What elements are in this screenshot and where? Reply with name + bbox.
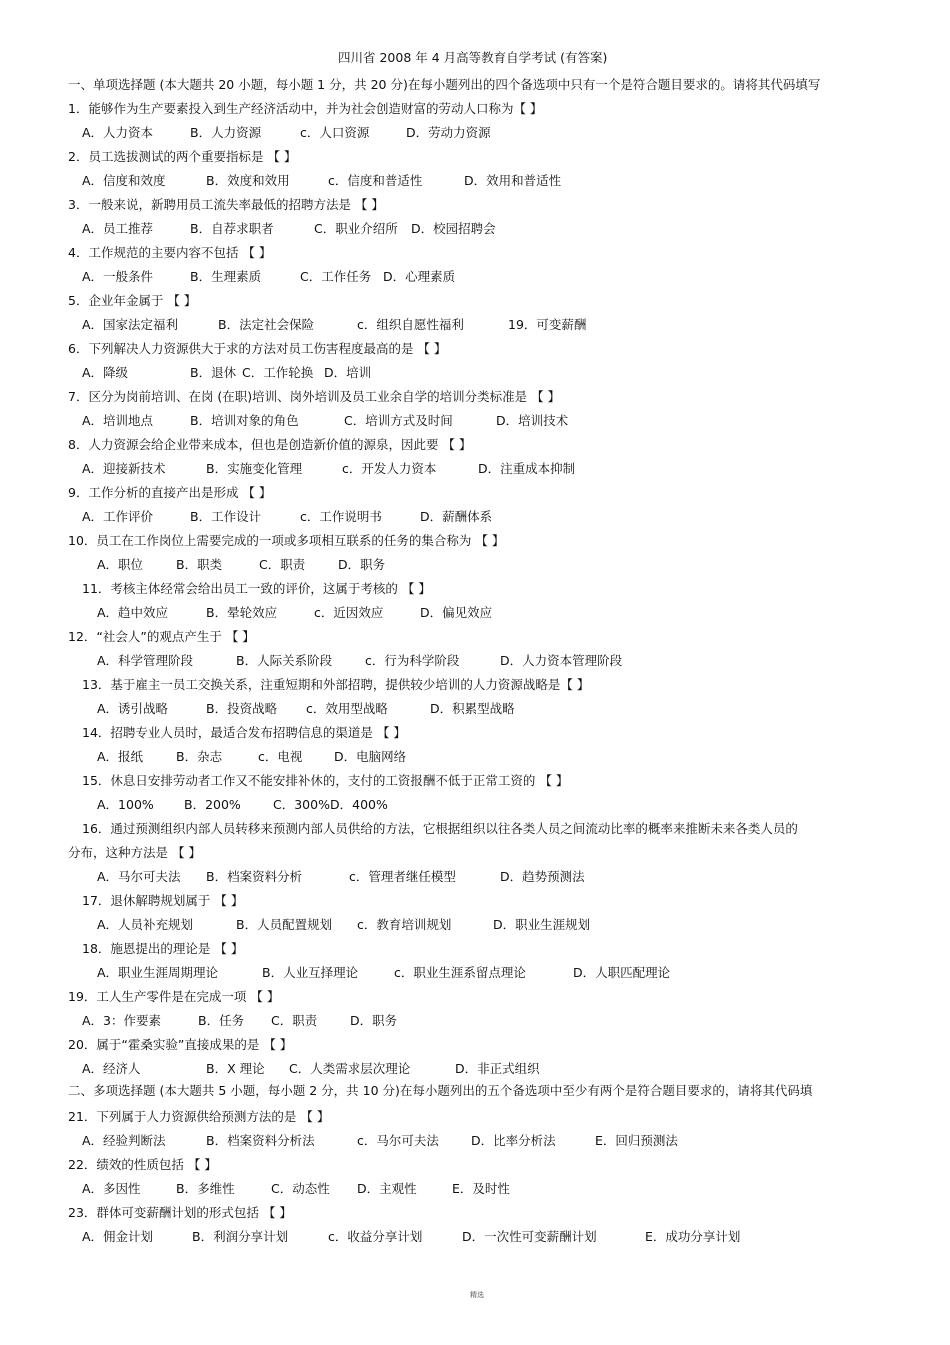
answer-option: C．职责 bbox=[259, 557, 306, 572]
answer-option: c．工作说明书 bbox=[300, 509, 382, 524]
question-stem: 7．区分为岗前培训、在岗 (在职)培训、岗外培训及员工业余自学的培训分类标准是 【 】 bbox=[68, 389, 561, 404]
answer-option: A．一般条件 bbox=[82, 269, 154, 284]
answer-option: D．培训技术 bbox=[496, 413, 569, 428]
answer-option: D．注重成本抑制 bbox=[478, 461, 576, 476]
answer-option: E．成功分享计划 bbox=[645, 1229, 741, 1244]
question-stem: 14．招聘专业人员时，最适合发布招聘信息的渠道是 【 】 bbox=[82, 725, 406, 740]
answer-option: B．人际关系阶段 bbox=[236, 653, 333, 668]
answer-option: B．职类 bbox=[176, 557, 223, 572]
answer-option: B．任务 bbox=[198, 1013, 245, 1028]
answer-option: c．马尔可夫法 bbox=[357, 1133, 439, 1148]
question-stem: 22．绩效的性质包括 【 】 bbox=[68, 1157, 217, 1172]
answer-option: A．人员补充规划 bbox=[97, 917, 194, 932]
answer-option: A．职业生涯周期理论 bbox=[97, 965, 219, 980]
answer-option: D．人职匹配理论 bbox=[573, 965, 671, 980]
answer-option: A．100% bbox=[97, 797, 154, 812]
question-stem: 3．一般来说，新聘用员工流失率最低的招聘方法是 【 】 bbox=[68, 197, 384, 212]
answer-option: A．多因性 bbox=[82, 1181, 141, 1196]
answer-option: A．马尔可夫法 bbox=[97, 869, 181, 884]
answer-option: C．动态性 bbox=[271, 1181, 330, 1196]
question-stem: 6．下列解决人力资源供大于求的方法对员工伤害程度最高的是 【 】 bbox=[68, 341, 447, 356]
answer-option: B．利润分享计划 bbox=[192, 1229, 289, 1244]
question-stem: 16．通过预测组织内部人员转移来预测内部人员供给的方法，它根据组织以往各类人员之间流动比率的概率来推断未来各类人员的 bbox=[82, 821, 798, 836]
answer-option: c．人口资源 bbox=[300, 125, 370, 140]
question-stem: 9．工作分析的直接产出是形成 【 】 bbox=[68, 485, 272, 500]
question-stem: 15．休息日安排劳动者工作又不能安排补休的，支付的工资报酬不低于正常工资的 【 】 bbox=[82, 773, 569, 788]
answer-option: C．职责 bbox=[271, 1013, 318, 1028]
question-stem-continued: 分布，这种方法是 【 】 bbox=[68, 845, 201, 860]
answer-option: A．人力资本 bbox=[82, 125, 154, 140]
answer-option: B．生理素质 bbox=[190, 269, 262, 284]
answer-option: c．职业生涯系留点理论 bbox=[394, 965, 526, 980]
answer-option: c．组织自愿性福利 bbox=[357, 317, 464, 332]
answer-option: E．回归预测法 bbox=[595, 1133, 678, 1148]
answer-option: C．培训方式及时间 bbox=[344, 413, 453, 428]
question-stem: 4．工作规范的主要内容不包括 【 】 bbox=[68, 245, 272, 260]
answer-option: A．诱引战略 bbox=[97, 701, 169, 716]
question-stem: 10．员工在工作岗位上需要完成的一项或多项相互联系的任务的集合称为 【 】 bbox=[68, 533, 505, 548]
question-stem: 17．退休解聘规划属于 【 】 bbox=[82, 893, 244, 908]
answer-option: C．人类需求层次理论 bbox=[289, 1061, 411, 1076]
answer-option: c．效用型战略 bbox=[306, 701, 388, 716]
answer-option: B．自荐求职者 bbox=[190, 221, 274, 236]
answer-option: D．校园招聘会 bbox=[411, 221, 496, 236]
answer-option: D．职务 bbox=[350, 1013, 398, 1028]
answer-option: c．教育培训规划 bbox=[357, 917, 452, 932]
question-stem: 1．能够作为生产要素投入到生产经济活动中，并为社会创造财富的劳动人口称为【 】 bbox=[68, 101, 543, 116]
answer-option: B．档案资料分析法 bbox=[206, 1133, 315, 1148]
answer-option: B．200% bbox=[184, 797, 241, 812]
answer-option: A．报纸 bbox=[97, 749, 144, 764]
answer-option: C．职业介绍所 bbox=[314, 221, 398, 236]
answer-option: D．偏见效应 bbox=[420, 605, 493, 620]
answer-option: c．行为科学阶段 bbox=[365, 653, 460, 668]
question-stem: 20．属于“霍桑实验”直接成果的是 【 】 bbox=[68, 1037, 293, 1052]
answer-option: A．职位 bbox=[97, 557, 144, 572]
answer-option: D．劳动力资源 bbox=[406, 125, 491, 140]
question-stem: 11．考核主体经常会给出员工一致的评价，这属于考核的 【 】 bbox=[82, 581, 431, 596]
answer-option: A．工作评价 bbox=[82, 509, 154, 524]
answer-option: A．3：作要素 bbox=[82, 1013, 162, 1028]
answer-option: B．效度和效用 bbox=[206, 173, 290, 188]
question-stem: 12．“社会人”的观点产生于 【 】 bbox=[68, 629, 255, 644]
answer-option: c．信度和普适性 bbox=[328, 173, 423, 188]
answer-option: D．心理素质 bbox=[383, 269, 456, 284]
answer-option: D．主观性 bbox=[357, 1181, 417, 1196]
answer-option: D．积累型战略 bbox=[430, 701, 515, 716]
answer-option: B．培训对象的角色 bbox=[190, 413, 299, 428]
answer-option: E．及时性 bbox=[452, 1181, 510, 1196]
answer-option: D．职业生涯规划 bbox=[493, 917, 591, 932]
answer-option: D．培训 bbox=[324, 365, 372, 380]
answer-option: c．近因效应 bbox=[314, 605, 384, 620]
answer-option: A．经验判断法 bbox=[82, 1133, 166, 1148]
answer-option: D．薪酬体系 bbox=[420, 509, 493, 524]
answer-option: c．收益分享计划 bbox=[328, 1229, 423, 1244]
answer-option: B．工作设计 bbox=[190, 509, 262, 524]
answer-option: A．经济人 bbox=[82, 1061, 141, 1076]
answer-option: D．一次性可变薪酬计划 bbox=[462, 1229, 597, 1244]
answer-option: B．人力资源 bbox=[190, 125, 262, 140]
answer-option: B．投资战略 bbox=[206, 701, 278, 716]
answer-option: C．300% bbox=[273, 797, 330, 812]
answer-option: D．趋势预测法 bbox=[500, 869, 585, 884]
answer-option: A．佣金计划 bbox=[82, 1229, 154, 1244]
page-footer: 精选 bbox=[470, 1291, 484, 1299]
question-stem: 21．下列属于人力资源供给预测方法的是 【 】 bbox=[68, 1109, 330, 1124]
question-stem: 5．企业年金属于 【 】 bbox=[68, 293, 197, 308]
answer-option: D．效用和普适性 bbox=[464, 173, 562, 188]
answer-option: B．人业互择理论 bbox=[262, 965, 359, 980]
answer-option: B．档案资料分析 bbox=[206, 869, 303, 884]
answer-option: B．X 理论 bbox=[206, 1061, 265, 1076]
section-heading-single-choice: 一、单项选择题 (本大题共 20 小题，每小题 1 分，共 20 分)在每小题列出的四个备选项中只有一个是符合题目要求的。请将其代码填写 bbox=[68, 77, 821, 92]
answer-option: B．退休 bbox=[190, 365, 237, 380]
answer-option: A．国家法定福利 bbox=[82, 317, 179, 332]
answer-option: D．人力资本管理阶段 bbox=[500, 653, 623, 668]
answer-option: A．降级 bbox=[82, 365, 129, 380]
answer-option: c．管理者继任模型 bbox=[349, 869, 456, 884]
question-stem: 19．工人生产零件是在完成一项 【 】 bbox=[68, 989, 280, 1004]
answer-option: B．杂志 bbox=[176, 749, 223, 764]
answer-option: B．多维性 bbox=[176, 1181, 235, 1196]
answer-option: B．法定社会保险 bbox=[218, 317, 315, 332]
answer-option: D．电脑网络 bbox=[334, 749, 407, 764]
answer-option: C．工作任务 bbox=[300, 269, 372, 284]
answer-option: D．400% bbox=[330, 797, 388, 812]
section-heading-multiple-choice: 二、多项选择题 (本大题共 5 小题，每小题 2 分，共 10 分)在每小题列出的五个备选项中至少有两个是符合题目要求的，请将其代码填 bbox=[68, 1083, 813, 1098]
answer-option: D．职务 bbox=[338, 557, 386, 572]
question-stem: 13．基于雇主一员工交换关系，注重短期和外部招聘，提供较少培训的人力资源战略是【 】 bbox=[82, 677, 590, 692]
answer-option: A．员工推荐 bbox=[82, 221, 154, 236]
answer-option: B．实施变化管理 bbox=[206, 461, 303, 476]
question-stem: 18．施恩提出的理论是 【 】 bbox=[82, 941, 244, 956]
question-stem: 2．员工选拔测试的两个重要指标是 【 】 bbox=[68, 149, 297, 164]
question-stem: 23．群体可变薪酬计划的形式包括 【 】 bbox=[68, 1205, 292, 1220]
answer-option: 19．可变薪酬 bbox=[508, 317, 587, 332]
answer-option: D．比率分析法 bbox=[471, 1133, 556, 1148]
answer-option: D．非正式组织 bbox=[455, 1061, 540, 1076]
answer-option: A．趋中效应 bbox=[97, 605, 169, 620]
answer-option: B．晕轮效应 bbox=[206, 605, 278, 620]
answer-option: c．电视 bbox=[258, 749, 303, 764]
answer-option: B．人员配置规划 bbox=[236, 917, 333, 932]
answer-option: A．培训地点 bbox=[82, 413, 154, 428]
question-stem: 8．人力资源会给企业带来成本，但也是创造新价值的源泉，因此要 【 】 bbox=[68, 437, 472, 452]
answer-option: A．科学管理阶段 bbox=[97, 653, 194, 668]
answer-option: A．信度和效度 bbox=[82, 173, 166, 188]
answer-option: c．开发人力资本 bbox=[342, 461, 437, 476]
answer-option: A．迎接新技术 bbox=[82, 461, 166, 476]
page-title: 四川省 2008 年 4 月高等教育自学考试 (有答案) bbox=[338, 50, 608, 65]
answer-option: C．工作轮换 bbox=[242, 365, 314, 380]
